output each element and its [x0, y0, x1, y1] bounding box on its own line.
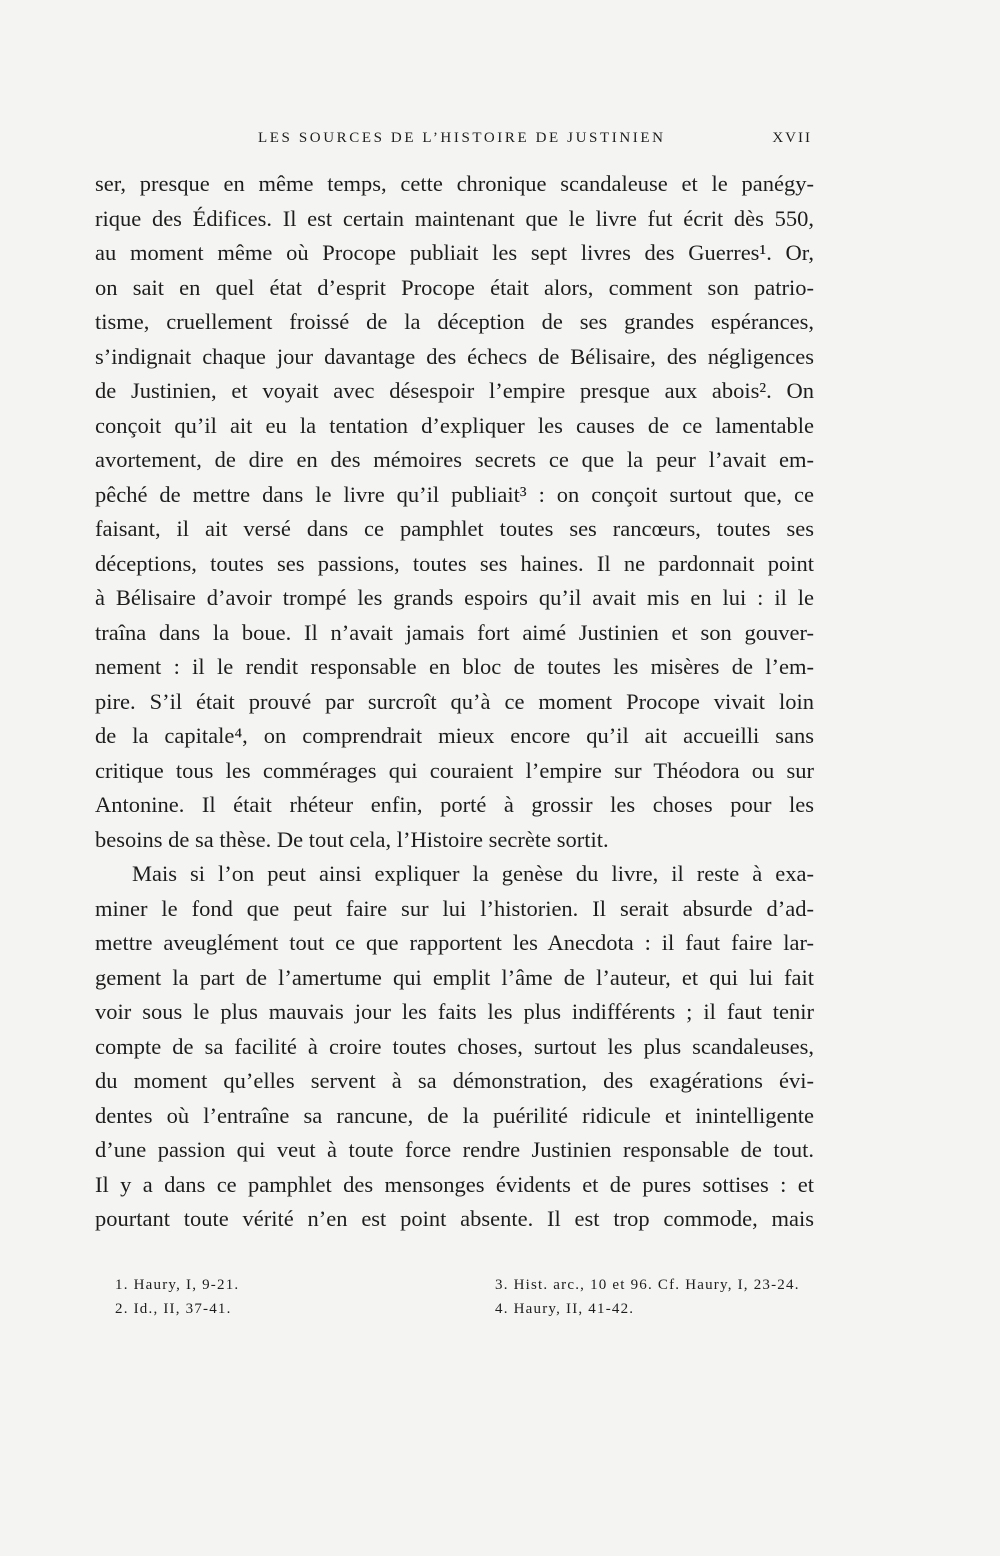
footnotes	[115, 1272, 815, 1332]
text-line: de la capitale⁴, on comprendrait mieux encore qu’il ait accueilli sans	[95, 723, 814, 748]
text-line: au moment même où Procope publiait les sept livres des Guerres¹. Or,	[95, 240, 814, 265]
text-line: compte de sa facilité à croire toutes choses, surtout les plus scandaleuses,	[95, 1033, 814, 1059]
text-line: on sait en quel état d’esprit Procope était alors, comment son patrio-	[95, 274, 814, 300]
footnote: 2. Id., II, 37-41.	[115, 1301, 232, 1317]
footnote: 4. Haury, II, 41-42.	[495, 1301, 635, 1317]
text-line: miner le fond que peut faire sur lui l’historien. Il serait absurde d’ad-	[95, 895, 814, 921]
text-line: rique des Édifices. Il est certain maintenant que le livre fut écrit dès 550,	[95, 205, 814, 231]
footnote: 3. Hist. arc., 10 et 96. Cf. Haury, I, 23-24.	[495, 1277, 800, 1293]
text-line: nement : il le rendit responsable en bloc de toutes les misères de l’em-	[95, 654, 814, 679]
text-line: avortement, de dire en des mémoires secrets ce que la peur l’avait em-	[95, 447, 814, 472]
text-line: pêché de mettre dans le livre qu’il publiait³ : on conçoit surtout que, ce	[95, 481, 814, 507]
text-line: s’indignait chaque jour davantage des échecs de Bélisaire, des négligences	[95, 343, 814, 369]
page-number: XVII	[772, 130, 812, 146]
text-line: ser, presque en même temps, cette chronique scandaleuse et le panégy-	[95, 171, 814, 196]
body-text	[95, 167, 814, 1237]
text-line: Il y a dans ce pamphlet des mensonges évidents et de pures sottises : et	[95, 1171, 814, 1197]
footnote: 1. Haury, I, 9-21.	[115, 1277, 240, 1293]
text-line: conçoit qu’il ait eu la tentation d’expliquer les causes de ce lamentable	[95, 412, 814, 438]
text-line: Mais si l’on peut ainsi expliquer la genèse du livre, il reste à exa-	[132, 861, 814, 886]
text-line: à Bélisaire d’avoir trompé les grands espoirs qu’il avait mis en lui : il le	[95, 585, 814, 610]
text-line: du moment qu’elles servent à sa démonstration, des exagérations évi-	[95, 1068, 814, 1093]
text-line: de Justinien, et voyait avec désespoir l’empire presque aux abois². On	[95, 378, 814, 403]
text-line: Antonine. Il était rhéteur enfin, porté à grossir les choses pour les	[95, 792, 814, 817]
text-line: voir sous le plus mauvais jour les faits les plus indifférents ; il faut tenir	[95, 999, 814, 1024]
running-title: LES SOURCES DE L’HISTOIRE DE JUSTINIEN	[258, 130, 666, 146]
text-line: besoins de sa thèse. De tout cela, l’Histoire secrète sortit.	[95, 826, 609, 852]
text-line: pourtant toute vérité n’en est point absente. Il est trop commode, mais	[95, 1206, 814, 1231]
text-line: mettre aveuglément tout ce que rapportent les Anecdota : il faut faire lar-	[95, 930, 814, 955]
text-line: pire. S’il était prouvé par surcroît qu’à ce moment Procope vivait loin	[95, 688, 814, 714]
text-line: gement la part de l’amertume qui emplit l’âme de l’auteur, et qui lui fait	[95, 964, 814, 990]
text-line: tisme, cruellement froissé de la déception de ses grandes espérances,	[95, 309, 814, 334]
text-line: dentes où l’entraîne sa rancune, de la puérilité ridicule et inintelligente	[95, 1102, 814, 1128]
text-line: déceptions, toutes ses passions, toutes ses haines. Il ne pardonnait point	[95, 550, 814, 576]
text-line: critique tous les commérages qui couraient l’empire sur Théodora ou sur	[95, 757, 814, 783]
text-line: d’une passion qui veut à toute force rendre Justinien responsable de tout.	[95, 1137, 814, 1162]
text-line: faisant, il ait versé dans ce pamphlet toutes ses rancœurs, toutes ses	[95, 516, 814, 541]
text-line: traîna dans la boue. Il n’avait jamais fort aimé Justinien et son gouver-	[95, 619, 814, 645]
